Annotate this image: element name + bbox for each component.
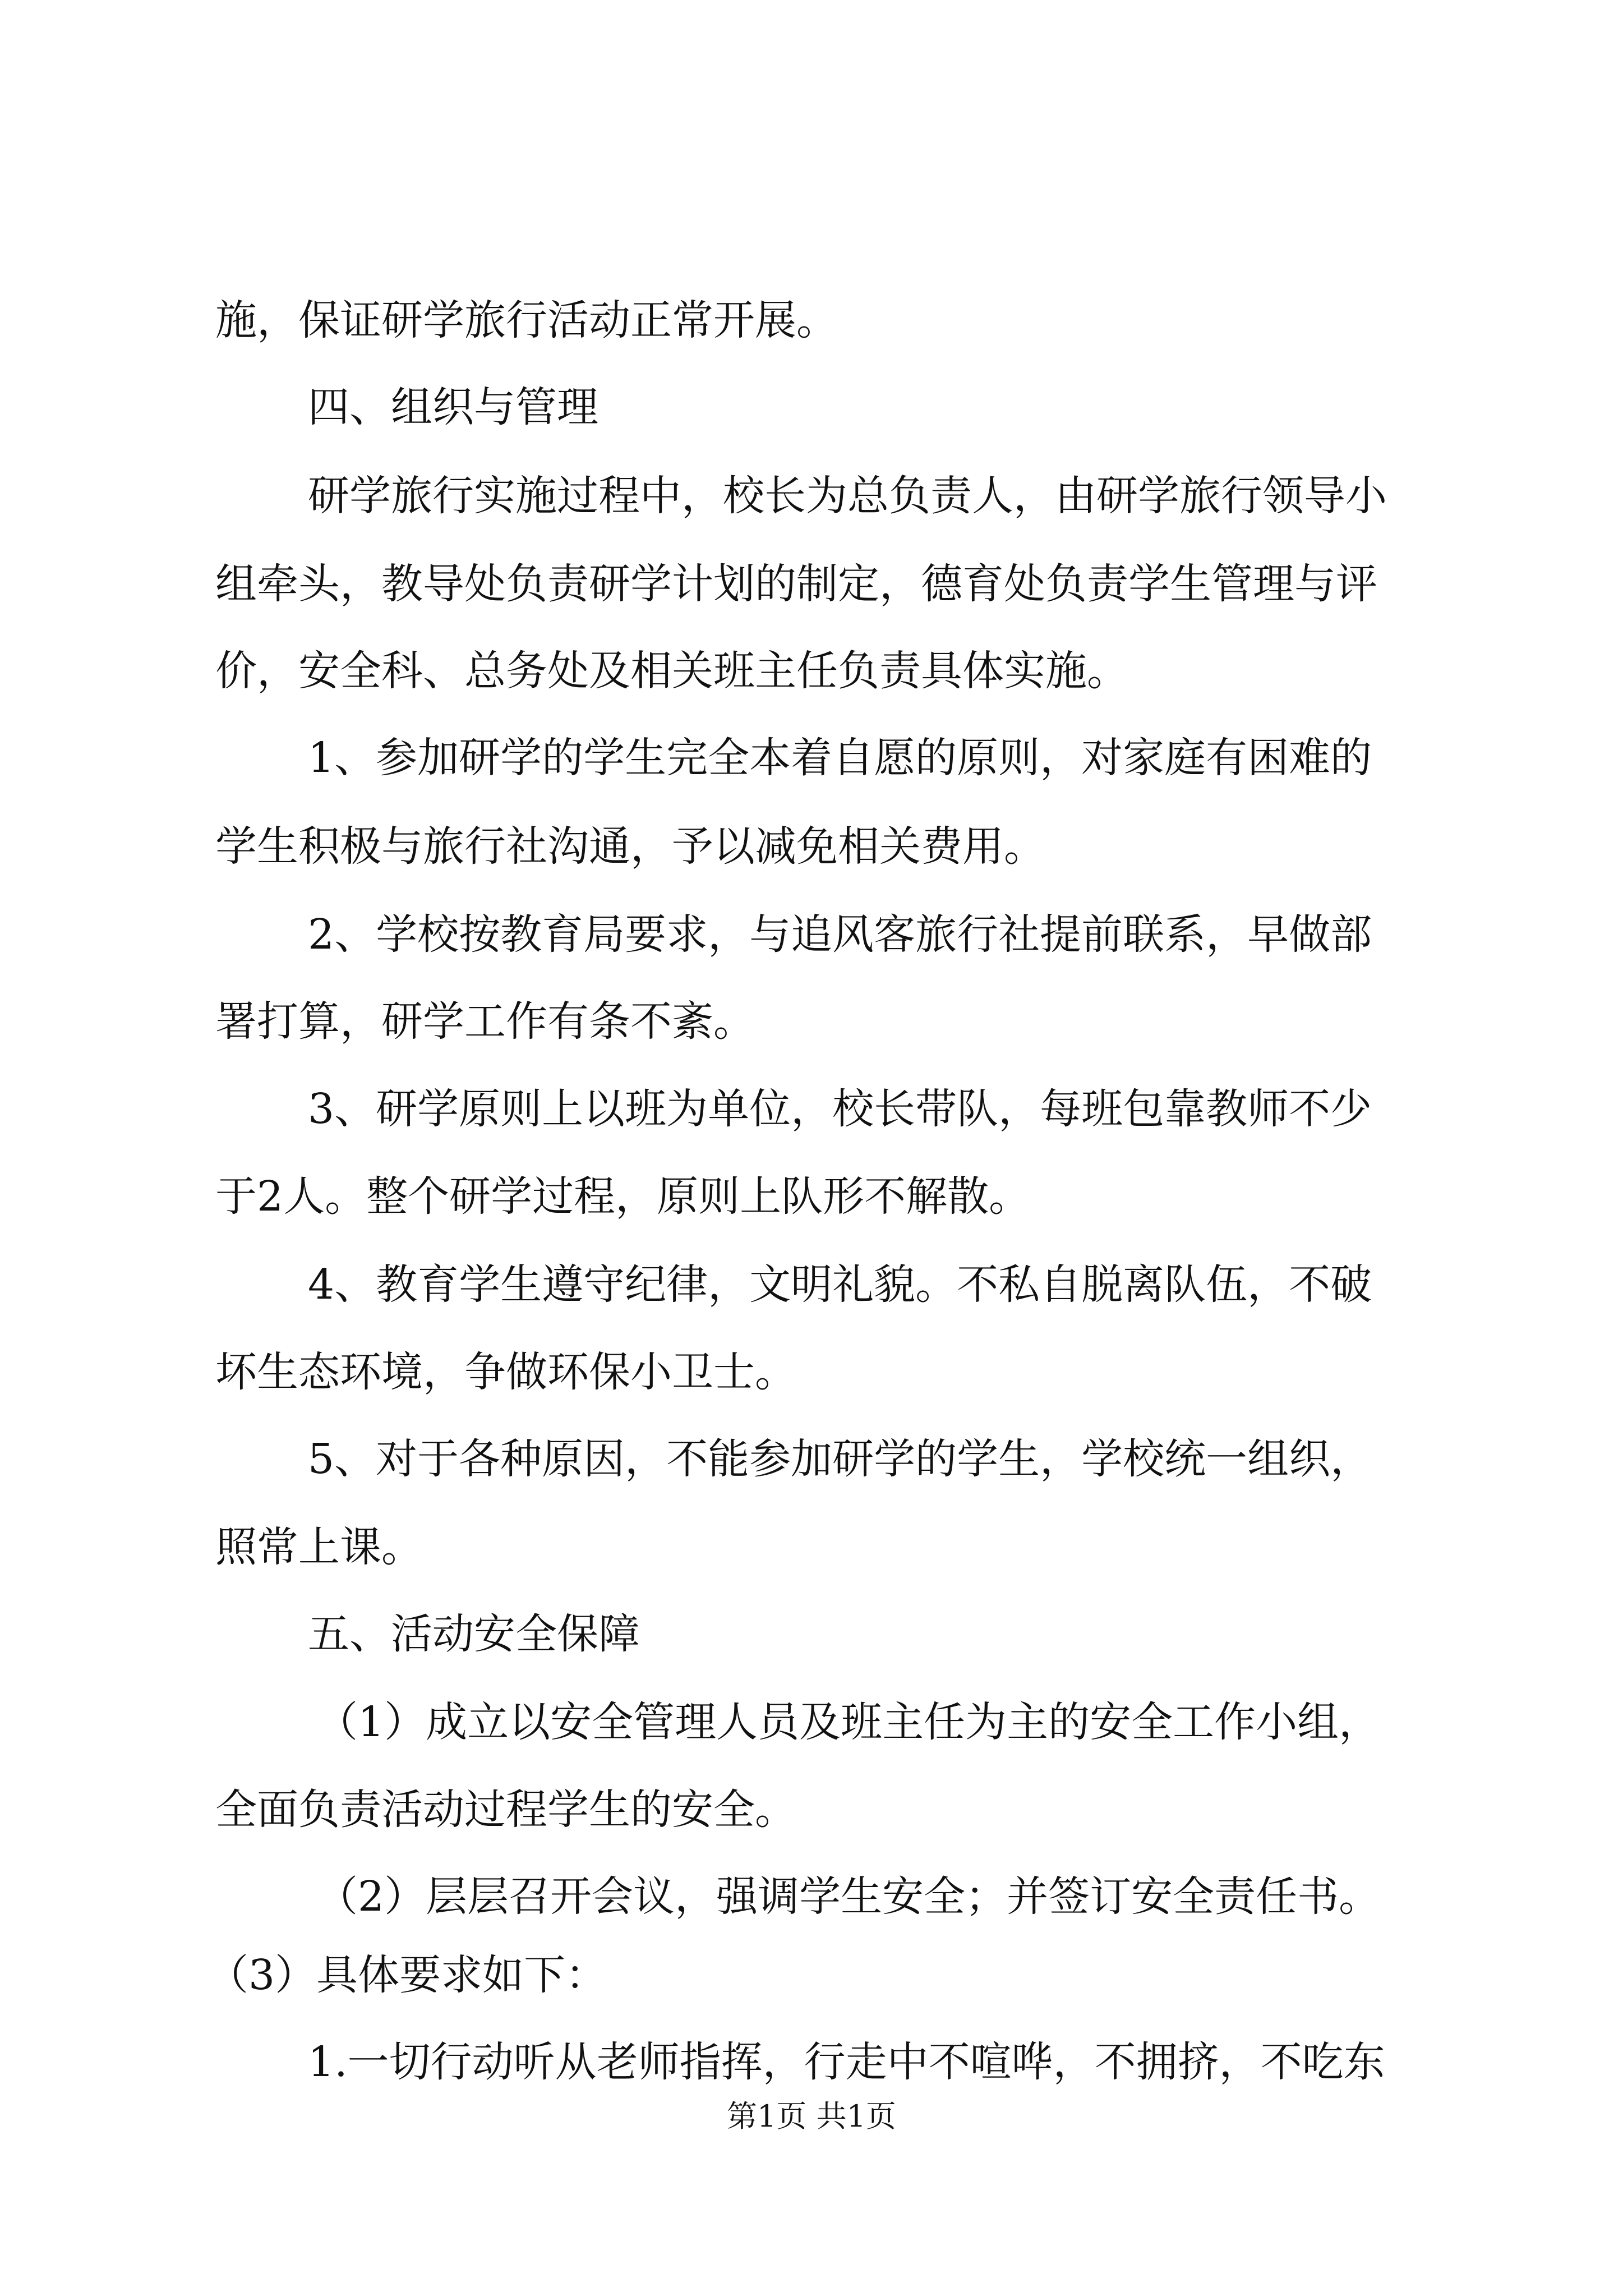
text-line-18: 全面负责活动过程学生的安全。 [215, 1786, 796, 1834]
text-line-11: 于2人。整个研学过程，原则上队形不解散。 [215, 1172, 1031, 1221]
text-line-3: 研学旅行实施过程中，校长为总负责人，由研学旅行领导小 [308, 472, 1387, 520]
text-line-7: 学生积极与旅行社沟通，予以减免相关费用。 [215, 822, 1045, 871]
list-item-5: 5、对于各种原因，不能参加研学的学生，学校统一组织， [308, 1435, 1372, 1483]
text-line-15: 照常上课。 [215, 1523, 423, 1571]
text-line-1: 施，保证研学旅行活动正常开展。 [215, 296, 838, 344]
sub-item-3: （3）具体要求如下： [207, 1951, 607, 1999]
list-item-4: 4、教育学生遵守纪律，文明礼貌。不私自脱离队伍，不破 [308, 1260, 1372, 1309]
sub-item-2: （2）层层召开会议，强调学生安全；并签订安全责任书。 [316, 1872, 1381, 1921]
sub-item-1: （1）成立以安全管理人员及班主任为主的安全工作小组， [316, 1698, 1381, 1746]
text-line-4: 组牵头，教导处负责研学计划的制定，德育处负责学生管理与评 [215, 560, 1377, 608]
list-item-1: 1、参加研学的学生完全本着自愿的原则，对家庭有困难的 [308, 734, 1372, 782]
text-line-13: 坏生态环境，争做环保小卫士。 [215, 1348, 796, 1396]
rule-item-1: 1.一切行动听从老师指挥，行走中不喧哗，不拥挤，不吃东 [308, 2038, 1385, 2086]
text-line-5: 价，安全科、总务处及相关班主任负责具体实施。 [215, 647, 1128, 695]
text-line-9: 署打算，研学工作有条不紊。 [215, 997, 755, 1046]
section-heading-4: 四、组织与管理 [308, 383, 598, 431]
list-item-2: 2、学校按教育局要求，与追风客旅行社提前联系，早做部 [308, 910, 1372, 959]
section-heading-5: 五、活动安全保障 [308, 1610, 640, 1658]
page-footer: 第1页 共1页 [727, 2099, 896, 2134]
list-item-3: 3、研学原则上以班为单位，校长带队，每班包靠教师不少 [308, 1085, 1372, 1133]
